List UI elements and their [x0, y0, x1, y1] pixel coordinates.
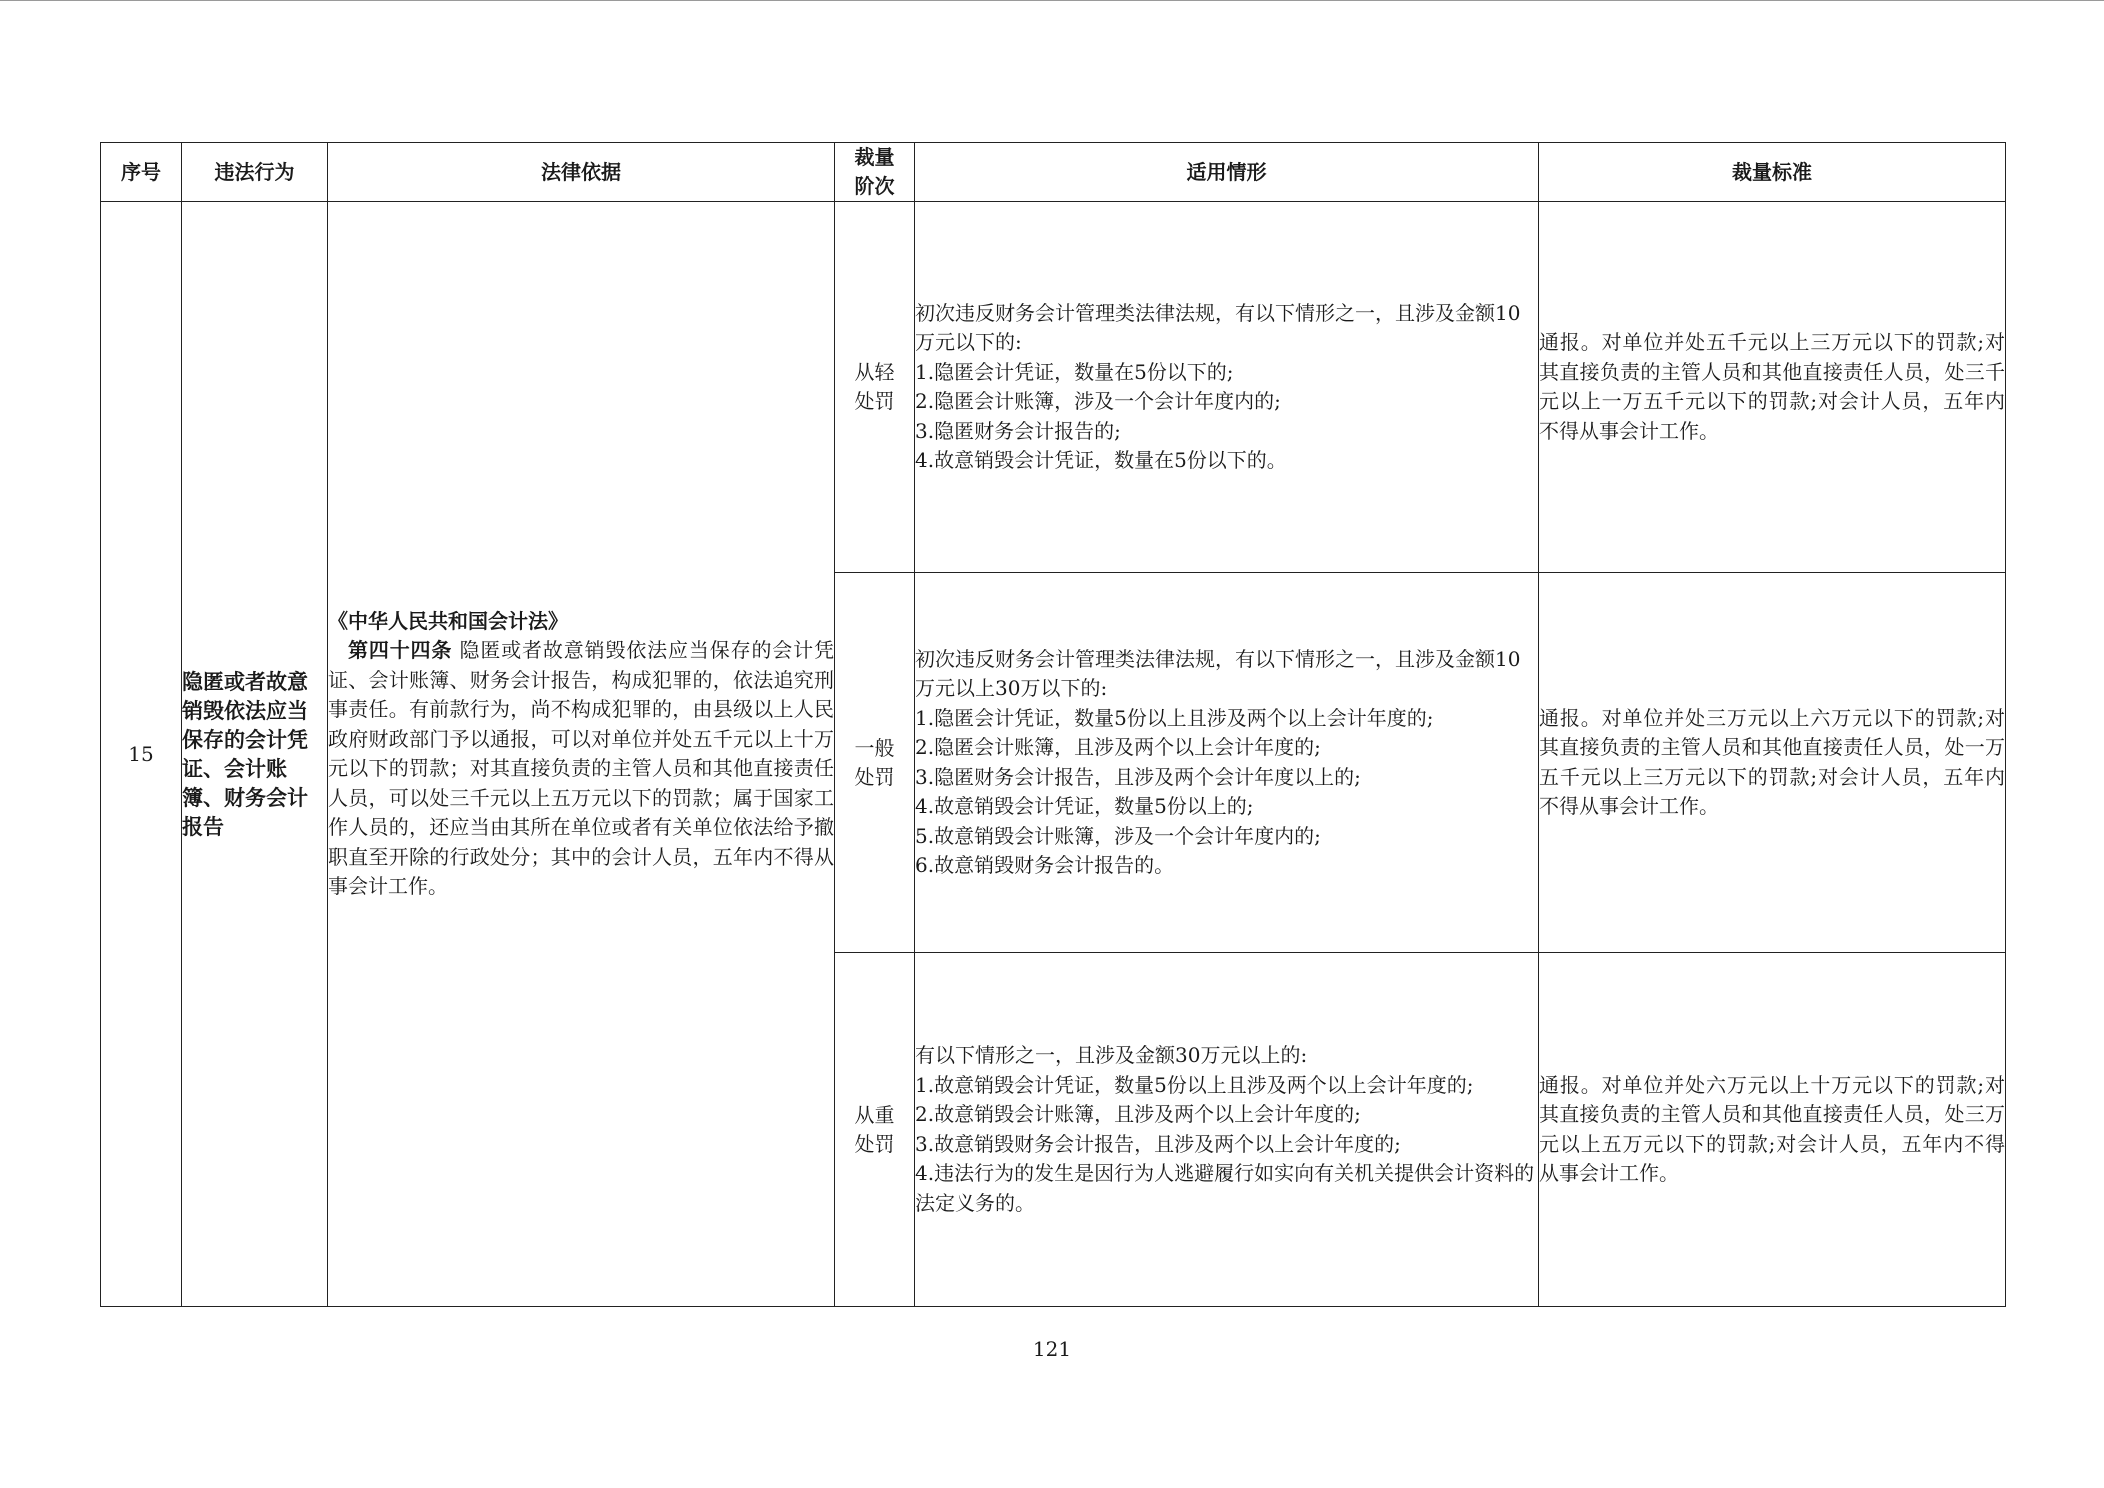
level-name-text: 从重处罚 [854, 1102, 895, 1156]
header-seq: 序号 [101, 143, 182, 202]
conditions-normal [915, 573, 1539, 953]
level-name-heavy [835, 953, 915, 1307]
condition-line: 4.故意销毁会计凭证，数量在5份以下的。 [915, 448, 1287, 472]
level-name-text: 一般处罚 [854, 735, 895, 789]
condition-line: 2.故意销毁会计账簿，且涉及两个以上会计年度的; [915, 1102, 1361, 1126]
condition-line: 3.隐匿财务会计报告的; [915, 418, 1121, 443]
law-article-label: 第四十四条 [348, 638, 453, 662]
table-row-level-light [101, 202, 2006, 573]
top-border-line [0, 0, 2104, 1]
table-header-row [101, 143, 2006, 202]
condition-line: 1.隐匿会计凭证，数量在5份以下的; [915, 359, 1234, 384]
condition-line: 2.隐匿会计账簿，且涉及两个以上会计年度的; [915, 735, 1321, 759]
row-violation: 隐匿或者故意销毁依法应当保存的会计凭证、会计账簿、财务会计报告 [182, 202, 328, 1307]
condition-line: 4.故意销毁会计凭证，数量5份以上的; [915, 794, 1254, 818]
condition-line: 初次违反财务会计管理类法律法规，有以下情形之一，且涉及金额10万元以上30万以下的: [915, 646, 1521, 700]
standard-light: 通报。对单位并处五千元以上三万元以下的罚款;对其直接负责的主管人员和其他直接责任人员，处三千元以上一万五千元以下的罚款;对会计人员，五年内不得从事会计工作。 [1539, 202, 2006, 573]
condition-line: 4.违法行为的发生是因行为人逃避履行如实向有关机关提供会计资料的法定义务的。 [915, 1161, 1535, 1215]
header-level-text: 裁量阶次 [854, 145, 895, 198]
condition-line: 3.隐匿财务会计报告，且涉及两个会计年度以上的; [915, 764, 1361, 789]
condition-line: 初次违反财务会计管理类法律法规，有以下情形之一，且涉及金额10万元以下的: [915, 300, 1521, 354]
standard-heavy: 通报。对单位并处六万元以上十万元以下的罚款;对其直接负责的主管人员和其他直接责任人员，处三万元以上五万元以下的罚款;对会计人员，五年内不得从事会计工作。 [1539, 953, 2006, 1307]
condition-line: 1.隐匿会计凭证，数量5份以上且涉及两个以上会计年度的; [915, 705, 1434, 730]
condition-line: 有以下情形之一，且涉及金额30万元以上的: [915, 1043, 1308, 1067]
condition-line: 2.隐匿会计账簿，涉及一个会计年度内的; [915, 389, 1281, 413]
law-article-text: 隐匿或者故意销毁依法应当保存的会计凭证、会计账簿、财务会计报告，构成犯罪的，依法追究刑事责任。有前款行为，尚不构成犯罪的，由县级以上人民政府财政部门予以通报，可以对单位并处五千元以上十万元以下的罚款；对其直接负责的主管人员和其他直接责任人员，可以处三千元以上五万元以下的罚款；属于国家工作人员的，还应当由其所在单位或者有关单位依法给予撤职直至开除的行政处分；其中的会计人员，五年内不得从事会计工作。 [328, 638, 835, 898]
header-legal-basis: 法律依据 [328, 143, 835, 202]
law-title: 《中华人民共和国会计法》 [328, 608, 568, 633]
header-conditions: 适用情形 [915, 143, 1539, 202]
standard-normal: 通报。对单位并处三万元以上六万元以下的罚款;对其直接负责的主管人员和其他直接责任人员，处一万五千元以上三万元以下的罚款;对会计人员，五年内不得从事会计工作。 [1539, 573, 2006, 953]
conditions-light [915, 202, 1539, 573]
level-name-text: 从轻处罚 [854, 360, 895, 413]
page-number: 121 [1032, 1337, 1072, 1361]
condition-line: 5.故意销毁会计账簿，涉及一个会计年度内的; [915, 823, 1321, 848]
level-name-normal [835, 573, 915, 953]
conditions-heavy [915, 953, 1539, 1307]
row-legal-basis [328, 202, 835, 1307]
condition-line: 3.故意销毁财务会计报告，且涉及两个以上会计年度的; [915, 1131, 1401, 1156]
level-name-light [835, 202, 915, 573]
header-standard: 裁量标准 [1539, 143, 2006, 202]
header-violation: 违法行为 [182, 143, 328, 202]
discretion-standard-table [100, 142, 2006, 1307]
condition-line: 6.故意销毁财务会计报告的。 [915, 853, 1175, 877]
row-seq: 15 [101, 202, 182, 1307]
condition-line: 1.故意销毁会计凭证，数量5份以上且涉及两个以上会计年度的; [915, 1072, 1474, 1097]
header-level [835, 143, 915, 202]
